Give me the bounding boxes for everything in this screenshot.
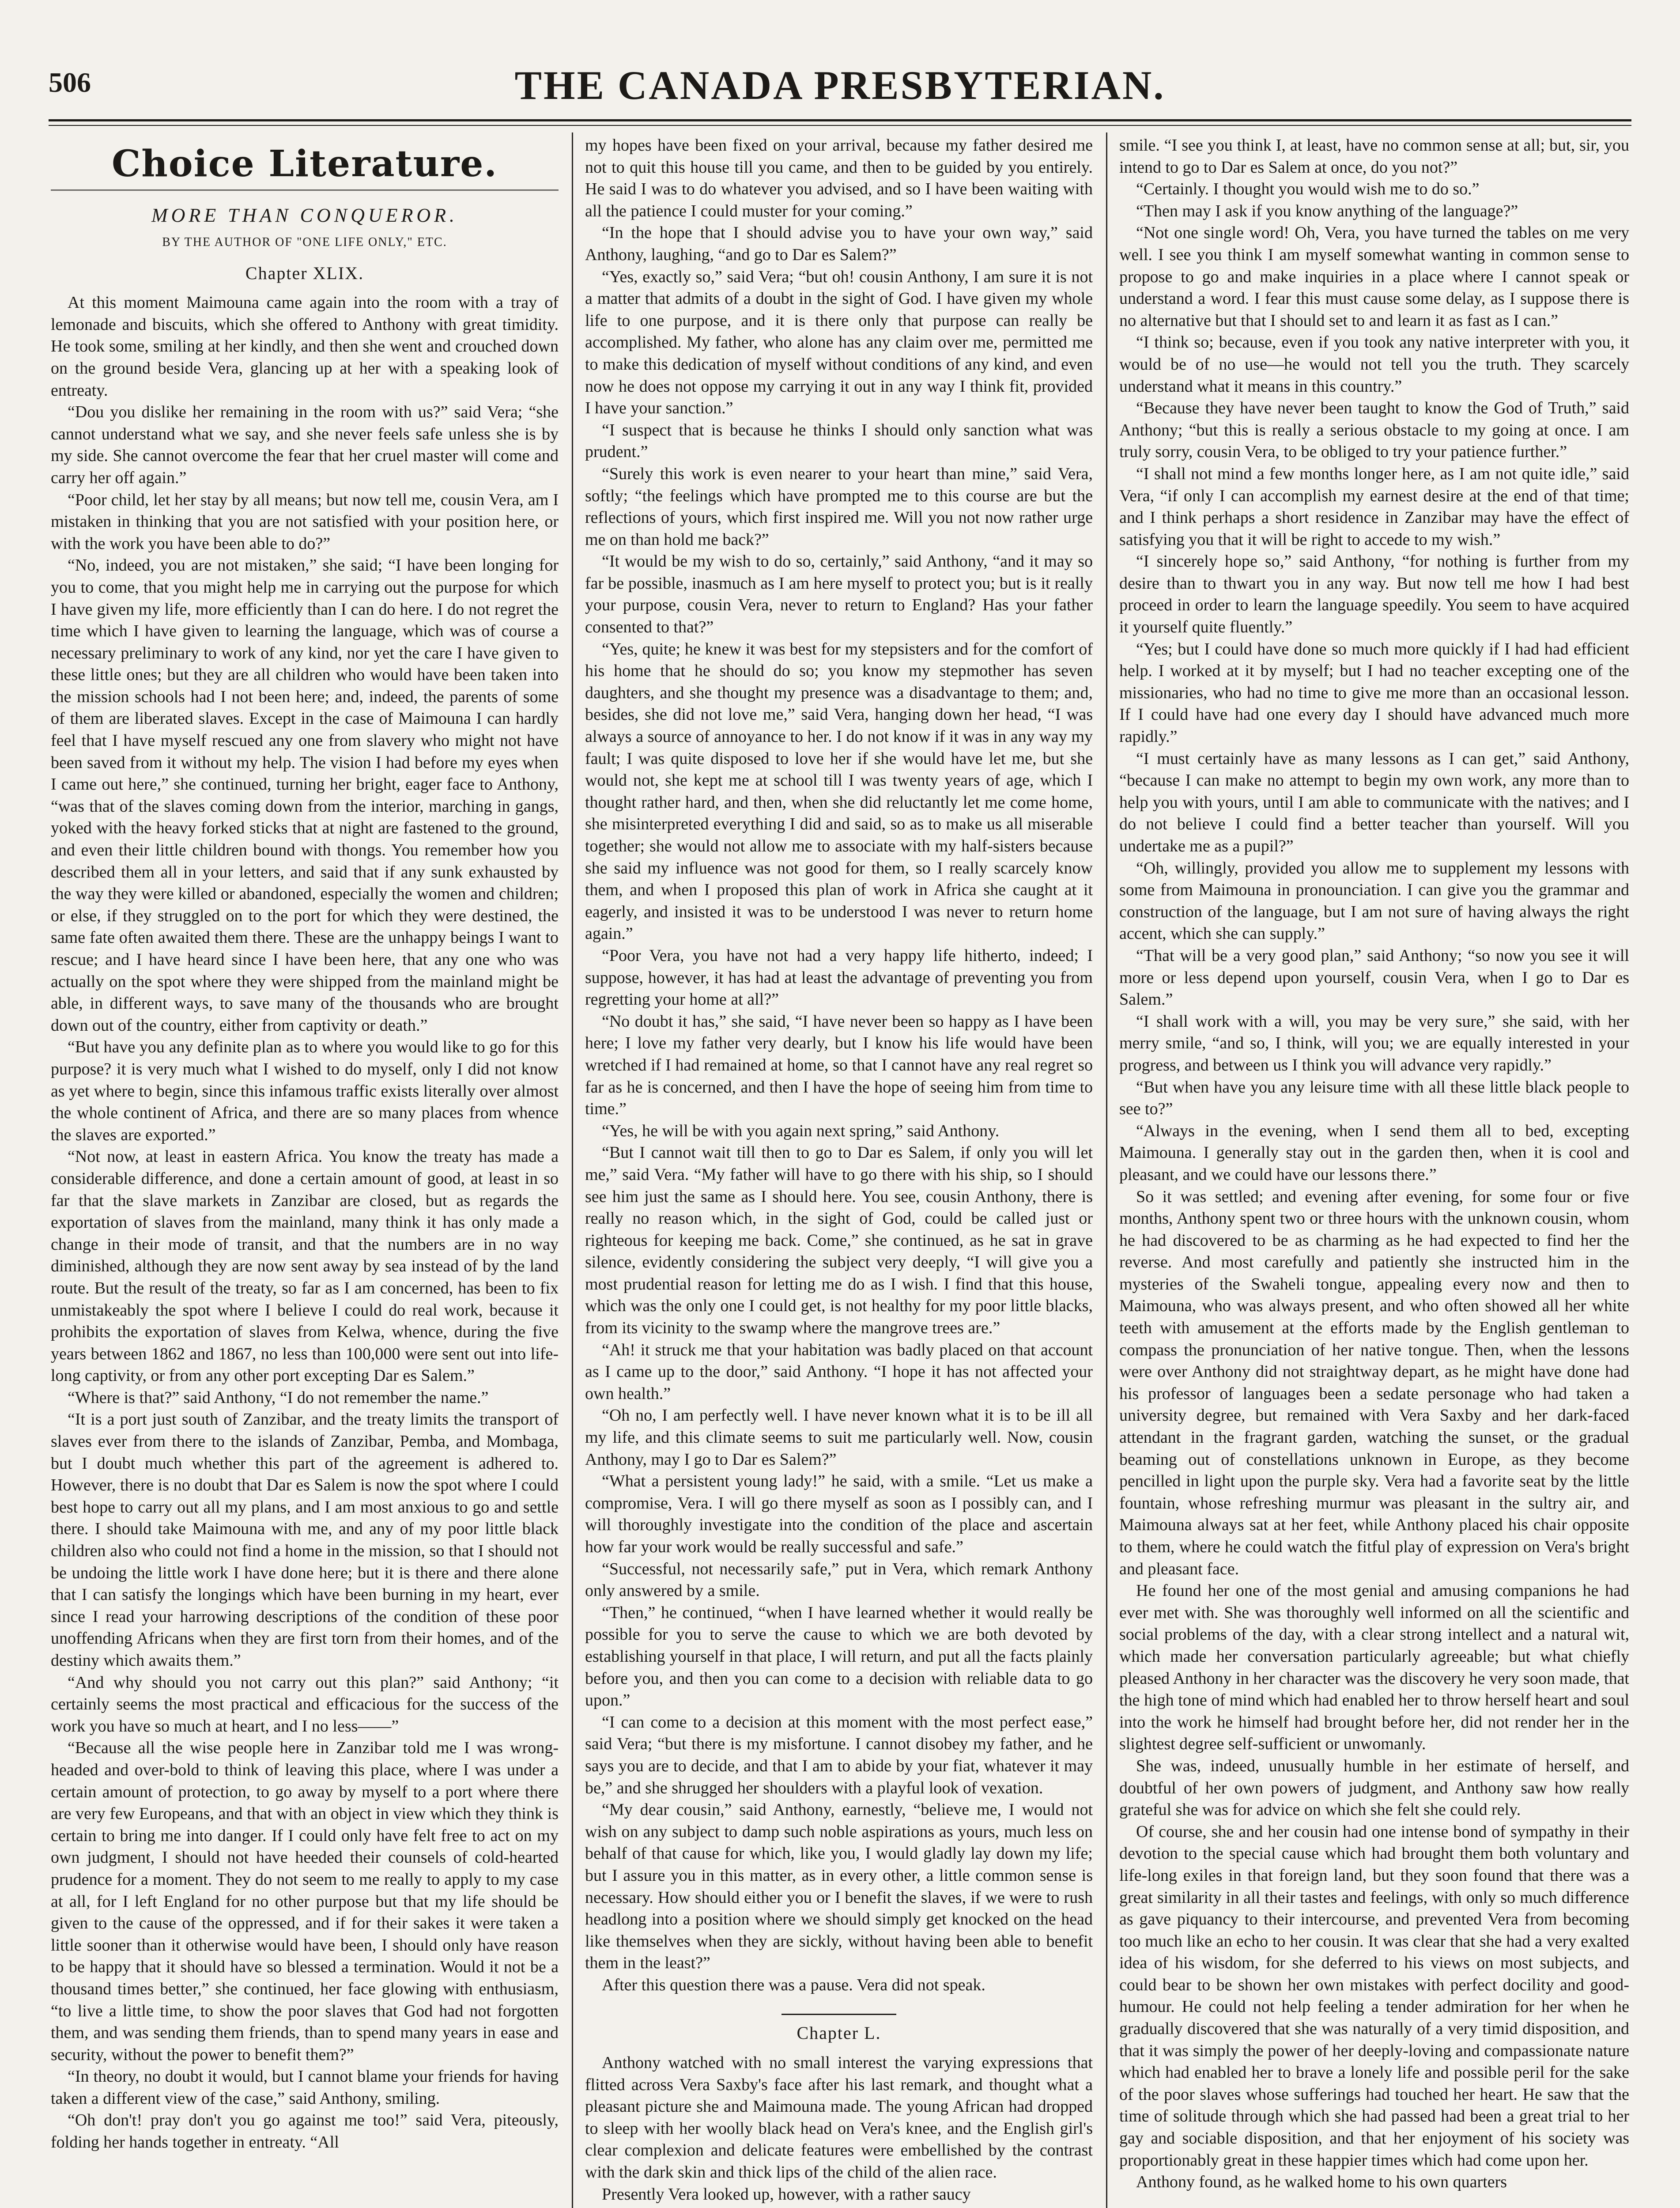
paragraph: “I think so; because, even if you took any native interpreter with you, it would be of no use—he would not tell you the truth. They scarcely understand what it means in this country.” <box>1119 333 1629 396</box>
paragraph: “Ah! it struck me that your habitation was badly placed on that account as I came up to the door,” said Anthony. “I hope it has not affected your own health.” <box>585 1340 1093 1403</box>
paragraph: “I can come to a decision at this moment with the most perfect ease,” said Vera; “but there is my misfortune. I cannot disobey my father, and he says you are to decide, and that I am to abide by your fiat, whatever it may be,” and she shrugged her shoulders with a playful look of vexation. <box>585 1713 1093 1797</box>
paragraph: “Certainly. I thought you would wish me to do so.” <box>1136 180 1480 199</box>
chapter-heading: Chapter L. <box>797 2023 881 2043</box>
column-1-text <box>51 292 559 2153</box>
paragraph: “I sincerely hope so,” said Anthony, “for nothing is further from my desire than to thwart you in any way. But now tell me how I had best proceed in order to learn the language speedily. You seem to have acquired it yourself quite fluently.” <box>1119 552 1629 637</box>
column-rule <box>572 132 573 2208</box>
paragraph: “Oh don't! pray don't you go against me too!” said Vera, piteously, folding her hands together in entreaty. “All <box>51 2111 559 2152</box>
paragraph: “Dou you dislike her remaining in the room with us?” said Vera; “she cannot understand what we say, and she never feels safe unless she is by my side. She cannot overcome the fear that her cruel master will come and carry her off again.” <box>51 403 559 487</box>
paragraph: my hopes have been fixed on your arrival, because my father desired me not to quit this house till you came, and then to be guided by you entirely. He said I was to do whatever you advised, and so I have been waiting with all the patience I could muster for your coming.” <box>585 136 1093 220</box>
paragraph: He found her one of the most genial and amusing companions he had ever met with. She was thoroughly well informed on all the scientific and social problems of the day, with a clear strong intellect and a natural wit, which made her conversation particularly agreeable; but what chiefly pleased Anthony in her character was the discovery he very soon made, that the high tone of mind which had enabled her to throw herself heart and soul into the work he himself had brought before her, did not render her in the slightest degree self-sufficient or unwomanly. <box>1119 1581 1629 1754</box>
paragraph: “I shall work with a will, you may be very sure,” she said, with her merry smile, “and so, I think, will you; we are equally interested in your progress, and between us I think you will advance very rapidly.” <box>1119 1012 1629 1074</box>
paragraph: “That will be a very good plan,” said Anthony; “so now you see it will more or less depend upon yourself, cousin Vera, when I go to Dar es Salem.” <box>1119 946 1629 1009</box>
publication-title: THE CANADA PRESBYTERIAN. <box>514 63 1166 108</box>
paragraph: “And why should you not carry out this plan?” said Anthony; “it certainly seems the most practical and efficacious for the success of the work you have so much at heart, and I no less——” <box>51 1673 559 1735</box>
paragraph: “Because all the wise people here in Zanzibar told me I was wrong-headed and over-bold to think of leaving this place, where I was under a certain amount of protection, to go away by myself to a port where there are very few Europeans, and that with an object in view which they think is certain to bring me into danger. If I could only have felt free to act on my own judgment, I should not have heeded their counsels of cold-hearted prudence for a moment. They do not seem to me really to apply to my case at all, for I left England for no other purpose but that my life should be given to the cause of the oppressed, and if for their sakes it were taken a little sooner than it otherwise would have been, I should only have reason to be happy that it should have so blessed a termination. Would it not be a thousand times better,” she continued, her face glowing with enthusiasm, “to live a little time, to show the poor slaves that God had not forgotten them, and was sending them friends, than to spend many years in ease and security, without the power to benefit them?” <box>51 1739 559 2064</box>
paragraph: “Not one single word! Oh, Vera, you have turned the tables on me very well. I see you think I am myself somewhat wanting in common sense to propose to go and make inquiries in a place where I cannot speak or understand a word. I fear this must cause some delay, as I suppose there is no alternative but that I should set to and learn it as fast as I can.” <box>1119 223 1629 330</box>
paragraph: “Because they have never been taught to know the God of Truth,” said Anthony; “but this is really a serious obstacle to my going at once. I am truly sorry, cousin Vera, to be obliged to try your patience further.” <box>1119 399 1629 461</box>
paragraph: Anthony found, as he walked home to his own quarters <box>1136 2173 1507 2192</box>
paragraph: Of course, she and her cousin had one intense bond of sympathy in their devotion to the special cause which had brought them both voluntary and life-long exiles in that foreign land, but they soon found that there was a great similarity in all their tastes and feelings, with only so much difference as gave piquancy to their intercourse, and prevented Vera from becoming too much like an echo to her cousin. It was clear that she had a very exalted idea of his wisdom, for she deferred to his views on most subjects, and could bear to be shown her own mistakes with perfect docility and good-humour. He could not help feeling a tender admiration for her when he gradually discovered that she was naturally of a very timid disposition, and that it was simply the power of her deeply-loving and compassionate nature which had enabled her to brave a lonely life and possible peril for the sake of the poor slaves whose sufferings had touched her heart. He saw that the time of solitude through which she had passed had been a great trial to her gay and sociable disposition, and that her enjoyment of his society was proportionably great in these happier times which had come upon her. <box>1119 1822 1629 2170</box>
paragraph: “Where is that?” said Anthony, “I do not remember the name.” <box>68 1388 489 1407</box>
paragraph: “It would be my wish to do so, certainly,” said Anthony, “and it may so far be possible, inasmuch as I am here myself to protect you; but is it really your purpose, cousin Vera, never to return to England? Has your father consented to that?” <box>585 552 1093 637</box>
column-2-text-continued <box>585 2052 1093 2205</box>
paragraph: “Yes; but I could have done so much more quickly if I had had efficient help. I worked at it by myself; but I had no teacher excepting one of the missionaries, who had no time to give me more than an occasional lesson. If I could have had one every day I should have advanced much more rapidly.” <box>1119 639 1629 746</box>
paragraph: “Not now, at least in eastern Africa. You know the treaty has made a considerable difference, and done a certain amount of good, at least in so far that the slave markets in Zanzibar are closed, but as regards the exportation of slaves from the mainland, many think it has only made a change in their mode of transit, and that the numbers are in no way diminished, although they are now sent away by sea instead of by the land route. But the result of the treaty, so far as I am concerned, has been to fix unmistakeably the spot where I believe I could do real work, because it prohibits the exportation of slaves from Kelwa, whence, during the five years between 1862 and 1867, no less than 100,000 were sent out into life-long captivity, or from any other port excepting Dar es Salem.” <box>51 1147 559 1385</box>
paragraph: After this question there was a pause. Vera did not speak. <box>602 1975 985 1994</box>
paragraph: “No, indeed, you are not mistaken,” she said; “I have been longing for you to come, that you might help me in carrying out the purpose for which I have given my life, more efficiently than I can do here. I do not regret the time which I have given to learning the language, which was of course a necessary preliminary to work of any kind, nor yet the care I have given to these little ones; but they are all children who would have been taken into the mission schools had I not been here; and, indeed, the parents of some of them are liberated slaves. Except in the case of Maimouna I can hardly feel that I have myself rescued any one from slavery who might not have been saved from it without my help. The vision I had before my eyes when I came out here,” she continued, turning her bright, eager face to Anthony, “was that of the slaves coming down from the interior, marching in gangs, yoked with the heavy forked sticks that at night are fastened to the ground, and even their little children bound with thongs. You remember how you described them all in your letters, and said that if any sunk exhausted by the way they were killed or abandoned, especially the women and children; or else, if they struggled on to the port for which they were destined, the same fate often awaited them there. These are the unhappy beings I want to rescue; and I have heard since I have been here, that any one who was actually on the spot where they were shipped from the mainland might be able, in different ways, to save many of the thousands who are brought down out of the country, either from captivity or death.” <box>51 556 559 1035</box>
column-2-text <box>585 135 1093 1996</box>
paragraph: “Successful, not necessarily safe,” put in Vera, which remark Anthony only answered by a smile. <box>585 1559 1093 1600</box>
paragraph: She was, indeed, unusually humble in her estimate of herself, and doubtful of her own powers of judgment, and Anthony saw how really grateful she was for advice on which she felt she could rely. <box>1119 1756 1629 1819</box>
paragraph: “But I cannot wait till then to go to Dar es Salem, if only you will let me,” said Vera. “My father will have to go there with his ship, so I should see him just the same as I should here. You see, cousin Anthony, there is really no reason which, in the sight of God, could be called just or righteous for keeping me back. Come,” she continued, as he sat in grave silence, evidently considering the subject very deeply, “I will give you a most prudential reason for letting me do as I wish. I find that this house, which was the only one I could get, is not healthy for my poor little blacks, from its vicinity to the swamp where the mangrove trees are.” <box>585 1143 1093 1338</box>
paragraph: “Then,” he continued, “when I have learned whether it would really be possible for you to serve the cause to which we are both devoted by establishing yourself in that place, I will return, and put all the facts plainly before you, and then you can come to a decision with reliable data to go upon.” <box>585 1603 1093 1710</box>
paragraph: “Oh, willingly, provided you allow me to supplement my lessons with some from Maimouna in pronounciation. I can give you the grammar and construction of the language, but I am not sure of having always the right accent, which she can supply.” <box>1119 858 1629 943</box>
column-rule <box>1106 132 1107 2208</box>
paragraph: “Always in the evening, when I send them all to bed, excepting Maimouna. I generally stay out in the garden then, when it is cool and pleasant, and we could have our lessons there.” <box>1119 1121 1629 1184</box>
paragraph: “It is a port just south of Zanzibar, and the treaty limits the transport of slaves ever from there to the islands of Zanzibar, Pemba, and Mombaga, but I doubt much whether this part of the agreement is adhered to. However, there is no doubt that Dar es Salem is now the spot where I could best hope to carry out all my plans, and I am most anxious to go and settle there. I should take Maimouna with me, and any of my poor little black children also who could not find a home in the mission, so that I should not be undoing the little work I have done here; but it is there and there alone that I can satisfy the longings which have been burning in my heart, ever since I read your harrowing descriptions of the condition of these poor unoffending Africans when they are first torn from their homes, and of the destiny which awaits them.” <box>51 1410 559 1670</box>
paragraph: “Then may I ask if you know anything of the language?” <box>1136 201 1518 220</box>
section-rule <box>781 2014 896 2015</box>
paragraph: “I shall not mind a few months longer here, as I am not quite idle,” said Vera, “if only I can accomplish my earnest desire at the end of that time; and I think perhaps a short residence in Zanzibar may have the effect of satisfying you that it will be right to accede to my wish.” <box>1119 464 1629 549</box>
paragraph: smile. “I see you think I, at least, have no common sense at all; but, sir, you intend to go to Dar es Salem at once, do you not?” <box>1119 136 1629 177</box>
paragraph: “Yes, quite; he knew it was best for my stepsisters and for the comfort of his home that he should do so; you know my stepmother has seven daughters, and she thought my presence was a disadvantage to them; and, besides, she did not love me,” said Vera, hanging down her head, “I was always a source of annoyance to her. I do not know if it was in any way my fault; I was quite disposed to love her if she would have let me, but she would not, she kept me at school till I was twenty years of age, which I thought rather hard, and then, when she did reluctantly let me come home, she misinterpreted everything I did and said, so as to make us all miserable together; she would not allow me to associate with my half-sisters because she said my influence was not good for them, so I really scarcely know them, and when I proposed this plan of work in Africa she caught at it eagerly, and insisted it was to be understood I was never to return home again.” <box>585 639 1093 943</box>
paragraph: “But when have you any leisure time with all these little black people to see to?” <box>1119 1078 1629 1119</box>
paragraph: “I must certainly have as many lessons as I can get,” said Anthony, “because I can make no attempt to begin my own work, any more than to help you with yours, until I am able to communicate with the natives; and I do not believe I could find a better teacher than yourself. Will you undertake me as a pupil?” <box>1119 749 1629 855</box>
header-rule <box>49 119 1631 126</box>
paragraph: “Poor Vera, you have not had a very happy life hitherto, indeed; I suppose, however, it has had at least the advantage of preventing you from regretting your home at all?” <box>585 946 1093 1009</box>
column-1 <box>51 135 559 2208</box>
paragraph: “Surely this work is even nearer to your heart than mine,” said Vera, softly; “the feelings which have prompted me to this course are but the reflections of yours, which first inspired me. Will you not now rather urge me on than hold me back?” <box>585 464 1093 549</box>
chapter-heading: Chapter XLIX. <box>245 263 364 283</box>
paragraph: “Yes, exactly so,” said Vera; “but oh! cousin Anthony, I am sure it is not a matter that admits of a doubt in the sight of God. I have given my whole life to one purpose, and it is there only that purpose can really be accomplished. My father, who alone has any claim over me, permitted me to make this dedication of myself without conditions of any kind, and even now he does not oppose my carrying it out in any way I think fit, provided I have your sanction.” <box>585 267 1093 418</box>
paragraph: “Oh no, I am perfectly well. I have never known what it is to be ill all my life, and this climate seems to suit me particularly well. Now, cousin Anthony, may I go to Dar es Salem?” <box>585 1406 1093 1469</box>
paragraph: Anthony watched with no small interest the varying expressions that flitted across Vera Saxby's face after his last remark, and thought what a pleasant picture she and Maimouna made. The young African had dropped to sleep with her woolly black head on Vera's knee, and the English girl's clear complexion and delicate features were embellished by the contrast with the dark skin and thick lips of the child of the alien race. <box>585 2053 1093 2182</box>
paragraph: “In theory, no doubt it would, but I cannot blame your friends for having taken a different view of the case,” said Anthony, smiling. <box>51 2067 559 2108</box>
column-3 <box>1119 135 1629 2208</box>
paragraph: “Poor child, let her stay by all means; but now tell me, cousin Vera, am I mistaken in thinking that you are not satisfied with your position here, or with the work you have been able to do?” <box>51 490 559 553</box>
column-3-text <box>1119 135 1629 2193</box>
department-heading: Choice Literature. <box>51 143 559 191</box>
paragraph: At this moment Maimouna came again into the room with a tray of lemonade and biscuits, which she offered to Anthony with great timidity. He took some, smiling at her kindly, and then she went and crouched down on the ground beside Vera, glancing up at her with a speaking look of entreaty. <box>51 293 559 400</box>
paragraph: “Yes, he will be with you again next spring,” said Anthony. <box>602 1121 1000 1140</box>
column-2 <box>585 135 1093 2208</box>
paragraph: “What a persistent young lady!” he said, with a smile. “Let us make a compromise, Vera. I will go there myself as soon as I possibly can, and I will thoroughly investigate into the condition of the place and ascertain how far your work would be really successful and safe.” <box>585 1472 1093 1556</box>
paragraph: So it was settled; and evening after evening, for some four or five months, Anthony spent two or three hours with the unknown cousin, whom he had discovered to be as charming as he had expected to find her the reverse. And most carefully and patiently she instructed him in the mysteries of the Swaheli tongue, appealing every now and then to Maimouna, who was always present, and who often showed all her white teeth with amusement at the efforts made by the English gentleman to compass the pronunciation of her native tongue. Then, when the lessons were over Anthony did not straightway depart, as he might have done had his professor of languages been a sedate personage who had taken a university degree, but remained with Vera Saxby and her dark-faced attendant in the fragrant garden, watching the sunset, or the gradual beaming out of constellations unknown in Europe, as they become pencilled in light upon the purple sky. Vera had a favorite seat by the little fountain, whose refreshing murmur was pleasant in the sultry air, and Maimouna always sat at her feet, while Anthony placed his chair opposite to them, where he could watch the fitful play of expression on Vera's bright and pleasant face. <box>1119 1187 1629 1578</box>
story-title: MORE THAN CONQUEROR. <box>151 204 458 226</box>
paragraph: “In the hope that I should advise you to have your own way,” said Anthony, laughing, “and go to Dar es Salem?” <box>585 223 1093 264</box>
story-byline: BY THE AUTHOR OF "ONE LIFE ONLY," ETC. <box>162 235 447 249</box>
paragraph: Presently Vera looked up, however, with a rather saucy <box>602 2185 971 2204</box>
paragraph: “I suspect that is because he thinks I should only sanction what was prudent.” <box>585 420 1093 461</box>
paragraph: “No doubt it has,” she said, “I have never been so happy as I have been here; I love my father very dearly, but I know his life would have been wretched if I had remained at home, so that I cannot have any real regret so far as he is concerned, and then I have the hope of seeing him from time to time.” <box>585 1012 1093 1119</box>
paragraph: “My dear cousin,” said Anthony, earnestly, “believe me, I would not wish on any subject to damp such noble aspirations as yours, much less on behalf of that cause for which, like you, I would gladly lay down my life; but I assure you in this matter, as in every other, a little common sense is necessary. How should either you or I benefit the slaves, if we were to rush headlong into a position where we should simply get knocked on the head like themselves when they are sickly, without having been able to benefit them in the least?” <box>585 1800 1093 1973</box>
paragraph: “But have you any definite plan as to where you would like to go for this purpose? it is very much what I wished to do myself, only I did not know as yet where to begin, since this infamous traffic exists literally over almost the whole continent of Africa, and there are so many places from whence the slaves are exported.” <box>51 1038 559 1144</box>
page-number: 506 <box>49 67 91 98</box>
